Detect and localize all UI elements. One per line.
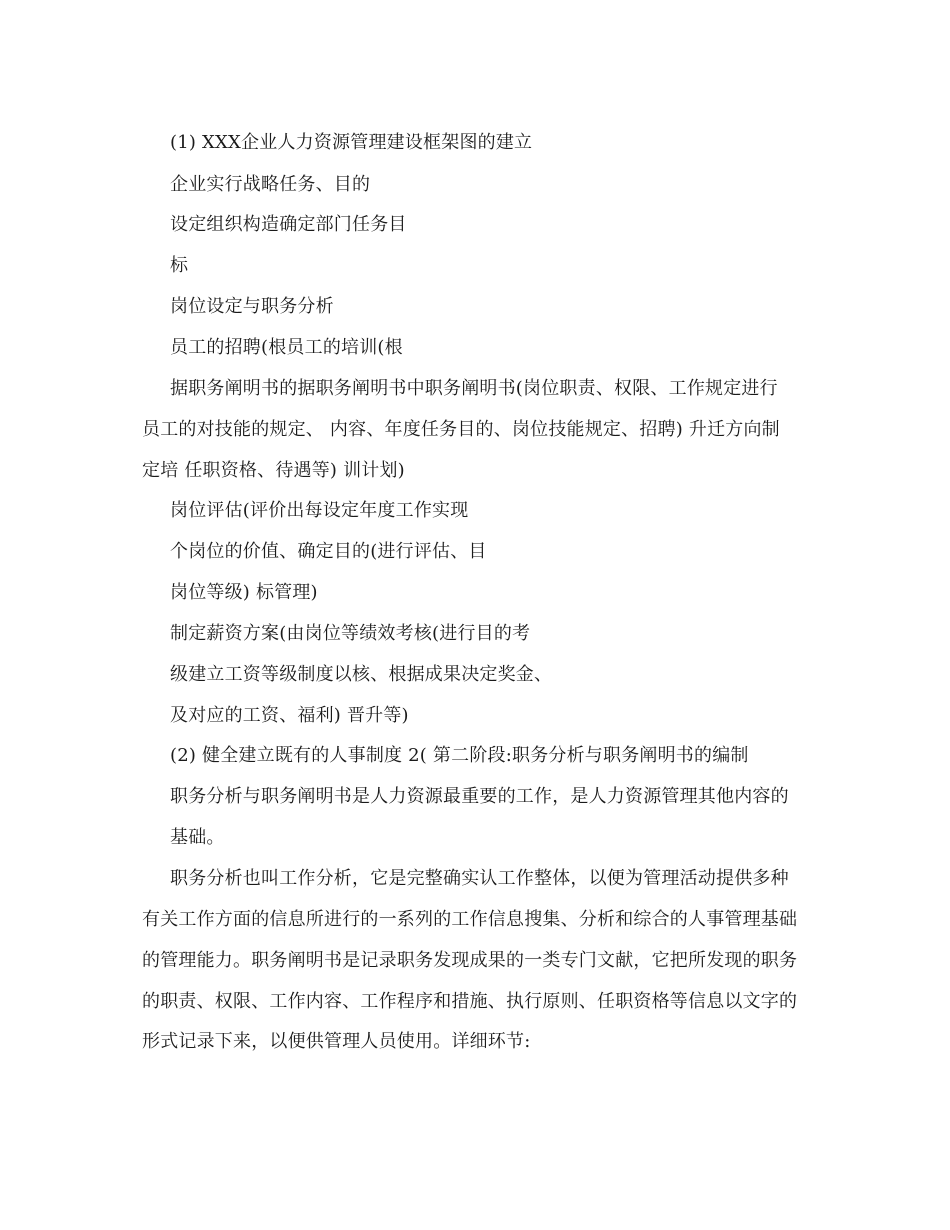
text-line: 个岗位的价值、确定目的(进行评估、目 [170, 541, 487, 562]
paragraph-line: 基础。 [170, 827, 225, 848]
text-line: 设定组织构造确定部门任务目 [170, 214, 407, 235]
text-line: 员工的对技能的规定、 内容、年度任务目的、岗位技能规定、招聘) 升迁方向制 [142, 419, 780, 440]
text-line: 标 [170, 255, 189, 276]
text-line: 员工的招聘(根员工的培训(根 [170, 337, 403, 358]
text-line: 级建立工资等级制度以核、根据成果决定奖金、 [170, 664, 553, 685]
text-line: 据职务阐明书的据职务阐明书中职务阐明书(岗位职责、权限、工作规定进行 [170, 378, 778, 399]
section-heading-2: (2) 健全建立既有的人事制度 2( 第二阶段:职务分析与职务阐明书的编制 [170, 745, 749, 766]
text-line: 岗位设定与职务分析 [170, 296, 334, 317]
paragraph-line: 职务分析与职务阐明书是人力资源最重要的工作，是人力资源管理其他内容的 [170, 786, 789, 807]
text-line: 及对应的工资、福利) 晋升等) [170, 705, 409, 726]
text-line: 制定薪资方案(由岗位等绩效考核(进行目的考 [170, 623, 531, 644]
section-heading-1: (1) XXX企业人力资源管理建设框架图的建立 [170, 132, 533, 153]
text-line: 岗位评估(评价出每设定年度工作实现 [170, 500, 469, 521]
paragraph-line: 有关工作方面的信息所进行的一系列的工作信息搜集、分析和综合的人事管理基础 [142, 909, 798, 930]
paragraph-line: 的管理能力。职务阐明书是记录职务发现成果的一类专门文献，它把所发现的职务 [142, 950, 798, 971]
paragraph-line: 职务分析也叫工作分析，它是完整确实认工作整体，以便为管理活动提供多种 [170, 868, 789, 889]
text-line: 企业实行战略任务、目的 [170, 174, 371, 195]
paragraph-line: 形式记录下来，以便供管理人员使用。详细环节: [142, 1031, 531, 1052]
paragraph-line: 的职责、权限、工作内容、工作程序和措施、执行原则、任职资格等信息以文字的 [142, 991, 798, 1012]
text-line: 定培 任职资格、待遇等) 训计划) [142, 460, 405, 481]
text-line: 岗位等级) 标管理) [170, 582, 318, 603]
